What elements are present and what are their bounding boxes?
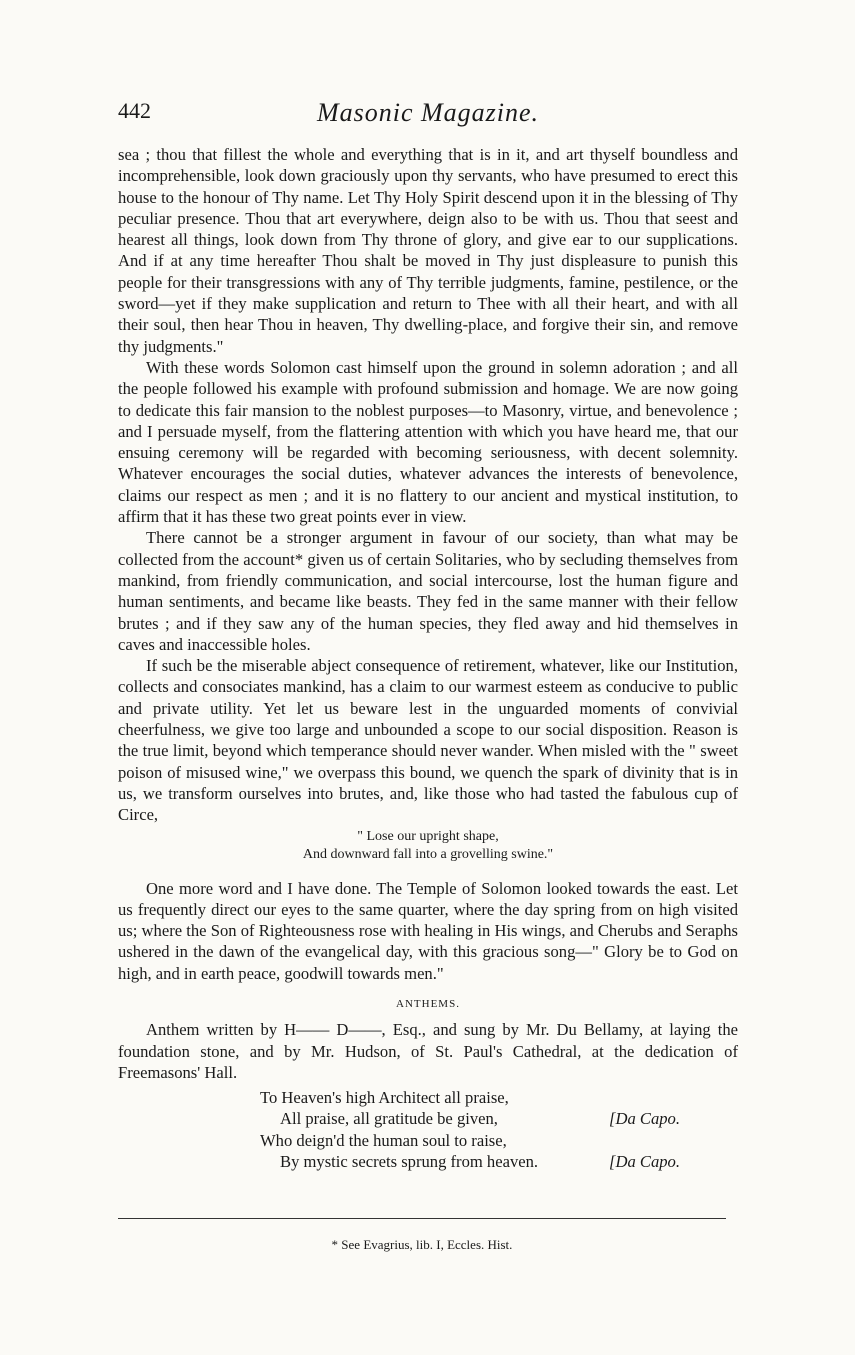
verse-text: To Heaven's high Architect all praise, <box>260 1088 509 1108</box>
verse-text: Who deign'd the human soul to raise, <box>260 1130 507 1150</box>
quote-line: And downward fall into a grovelling swine." <box>302 846 554 862</box>
paragraph: sea ; thou that fillest the whole and everything that is in it, and art thyself boundless and incomprehensible, look down graciously upon thy servants, who have presumed to erect this house to the honour of Thy name. Let Thy Holy Spirit descend upon it in the blessing of Thy peculiar presence. Thou that art everywhere, deign also to be with us. Thou that seest and hearest all things, look down from Thy throne of glory, and give ear to our supplications. And if at any time hereafter Thou shalt be moved in Thy just displeasure to punish this people for their transgressions with any of Thy terrible judgments, famine, pestilence, or the sword—yet if they make supplication and return to Thee with all their heart, and with all their soul, then hear Thou in heaven, Thy dwelling-place, and forgive their sin, and remove thy judgments." <box>118 145 738 356</box>
section-heading: ANTHEMS. <box>396 997 460 1010</box>
verse-line <box>260 1108 680 1129</box>
running-title: Masonic Magazine. <box>316 98 540 127</box>
verse-quote <box>118 828 738 864</box>
verse-line <box>260 1130 680 1151</box>
verse-line <box>260 1087 680 1108</box>
footnote: * See Evagrius, lib. I, Eccles. Hist. <box>331 1237 513 1252</box>
paragraph: If such be the miserable abject consequence of retirement, whatever, like our Institution, collects and consociates mankind, has a claim to our warmest esteem as conducive to public and private utility. Yet let us beware lest in the unguarded moments of convivial cheerfulness, we give too large and unbounded a scope to our social disposition. Reason is the true limit, beyond which temperance should never wander. When misled with the " sweet poison of misused wine," we overpass this bound, we quench the spark of divinity that is in us, we transform ourselves into brutes, and, like those who had tasted the fabulous cup of Circe, <box>118 656 738 825</box>
anthem-verse <box>260 1087 680 1172</box>
da-capo-mark: [Da Capo. <box>609 1109 680 1129</box>
page-number: 442 <box>118 98 151 123</box>
paragraph: There cannot be a stronger argument in favour of our society, than what may be collected from the account* given us of certain Solitaries, who by secluding themselves from mankind, from friendly communication, and social intercourse, lost the human figure and human sentiments, and became like beasts. They fed in the same manner with their fellow brutes ; and if they saw any of the human species, they fled away and hid themselves in caves and inaccessible holes. <box>118 528 738 654</box>
verse-text: By mystic secrets sprung from heaven. <box>280 1152 539 1172</box>
page-header <box>118 98 738 132</box>
article-body <box>118 144 738 1172</box>
quote-line: " Lose our upright shape, <box>357 828 499 844</box>
paragraph: One more word and I have done. The Temple of Solomon looked towards the east. Let us frequently direct our eyes to the same quarter, where the day spring from on high visited us; where the Son of Righteousness rose with healing in His wings, and Cherubs and Seraphs ushered in the dawn of the evangelical day, with this gracious song—" Glory be to God on high, and in earth peace, goodwill towards men." <box>118 878 738 983</box>
paragraph: With these words Solomon cast himself upon the ground in solemn adoration ; and all the people followed his example with profound submission and homage. We are now going to dedicate this fair mansion to the noblest purposes—to Masonry, virtue, and benevolence ; and I persuade myself, from the flattering attention with which you have heard me, that our ensuing ceremony will be regarded with becoming seriousness, with decent solemnity. Whatever encourages the social duties, whatever advances the interests of benevolence, claims our respect as men ; and it is no flattery to our ancient and mystical institution, to affirm that it has these two great points ever in view. <box>118 357 738 527</box>
da-capo-mark: [Da Capo. <box>609 1152 680 1172</box>
anthem-intro: Anthem written by H—— D——, Esq., and sung by Mr. Du Bellamy, at laying the foundation stone, and by Mr. Hudson, of St. Paul's Cathedral, at the dedication of Freemasons' Hall. <box>118 1020 738 1082</box>
verse-line <box>260 1151 680 1172</box>
verse-text: All praise, all gratitude be given, <box>280 1109 498 1129</box>
footnote-divider <box>118 1218 726 1219</box>
